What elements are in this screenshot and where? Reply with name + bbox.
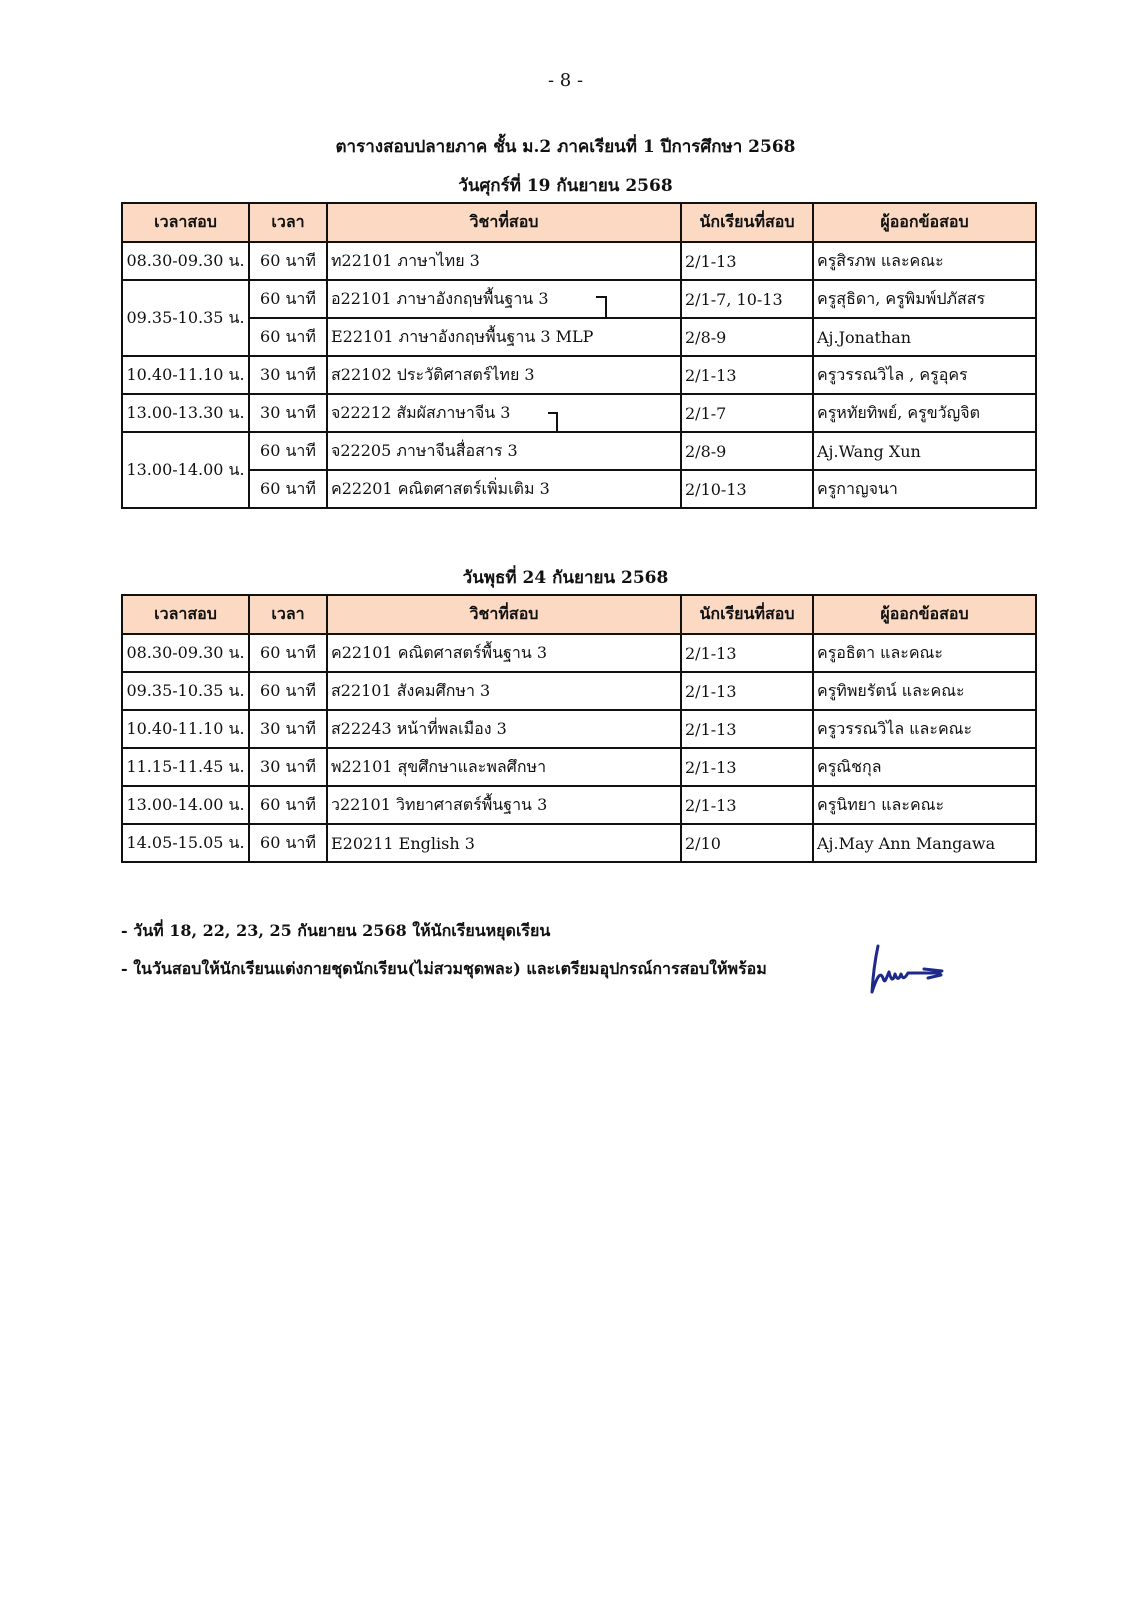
subject <box>327 394 681 432</box>
exam-time: 09.35-10.35 น. <box>122 280 249 356</box>
duration: 60 นาที <box>249 786 327 824</box>
subject: E20211 English 3 <box>327 824 681 862</box>
table-row <box>122 672 1036 710</box>
examiner: ครูทิพยรัตน์ และคณะ <box>813 672 1036 710</box>
duration: 60 นาที <box>249 470 327 508</box>
table-row <box>122 786 1036 824</box>
header-students: นักเรียนที่สอบ <box>681 203 813 242</box>
subject-text: อ22101 ภาษาอังกฤษพื้นฐาน 3 <box>331 288 549 308</box>
day2-title: วันพุธที่ 24 กันยายน 2568 <box>462 568 669 588</box>
subject-text: จ22212 สัมผัสภาษาจีน 3 <box>331 402 511 422</box>
exam-time: 10.40-11.10 น. <box>122 356 249 394</box>
header-subject: วิชาที่สอบ <box>327 595 681 634</box>
header-subject: วิชาที่สอบ <box>327 203 681 242</box>
duration: 30 นาที <box>249 356 327 394</box>
students: 2/10 <box>681 824 813 862</box>
duration: 60 นาที <box>249 280 327 318</box>
table-row <box>122 824 1036 862</box>
grouping-bracket <box>548 412 558 432</box>
exam-time: 13.00-14.00 น. <box>122 432 249 508</box>
exam-time: 13.00-13.30 น. <box>122 394 249 432</box>
exam-time: 13.00-14.00 น. <box>122 786 249 824</box>
examiner: ครูสุธิดา, ครูพิมพ์ปภัสสร <box>813 280 1036 318</box>
notes <box>121 912 767 988</box>
exam-time: 08.30-09.30 น. <box>122 242 249 280</box>
table-row <box>122 470 1036 508</box>
students: 2/1-13 <box>681 242 813 280</box>
header-exam-time: เวลาสอบ <box>122 203 249 242</box>
students: 2/1-13 <box>681 634 813 672</box>
header-duration: เวลา <box>249 203 327 242</box>
duration: 30 นาที <box>249 394 327 432</box>
note-holiday: - วันที่ 18, 22, 23, 25 กันยายน 2568 ให้นักเรียนหยุดเรียน <box>121 921 551 940</box>
duration: 60 นาที <box>249 318 327 356</box>
subject: ท22101 ภาษาไทย 3 <box>327 242 681 280</box>
subject: พ22101 สุขศึกษาและพลศึกษา <box>327 748 681 786</box>
examiner: Aj.May Ann Mangawa <box>813 824 1036 862</box>
header-examiner: ผู้ออกข้อสอบ <box>813 203 1036 242</box>
table-row <box>122 748 1036 786</box>
subject: E22101 ภาษาอังกฤษพื้นฐาน 3 MLP <box>327 318 681 356</box>
header-examiner: ผู้ออกข้อสอบ <box>813 595 1036 634</box>
page-number: - 8 - <box>547 70 584 91</box>
table-row <box>122 710 1036 748</box>
table-header-row <box>122 595 1036 634</box>
subject: ค22101 คณิตศาสตร์พื้นฐาน 3 <box>327 634 681 672</box>
table-row <box>122 280 1036 318</box>
examiner: ครูณิชกุล <box>813 748 1036 786</box>
duration: 60 นาที <box>249 824 327 862</box>
examiner: ครูสิรภพ และคณะ <box>813 242 1036 280</box>
exam-time: 11.15-11.45 น. <box>122 748 249 786</box>
day1-exam-table <box>121 202 1037 509</box>
subject: จ22205 ภาษาจีนสื่อสาร 3 <box>327 432 681 470</box>
exam-time: 09.35-10.35 น. <box>122 672 249 710</box>
day2-exam-table <box>121 594 1037 863</box>
examiner: ครูวรรณวิไล และคณะ <box>813 710 1036 748</box>
table-row <box>122 356 1036 394</box>
examiner: Aj.Jonathan <box>813 318 1036 356</box>
grouping-bracket <box>596 296 607 318</box>
subject: ส22101 สังคมศึกษา 3 <box>327 672 681 710</box>
table-row <box>122 318 1036 356</box>
duration: 30 นาที <box>249 710 327 748</box>
table-row <box>122 432 1036 470</box>
examiner: ครูนิทยา และคณะ <box>813 786 1036 824</box>
subject: ค22201 คณิตศาสตร์เพิ่มเติม 3 <box>327 470 681 508</box>
examiner: ครูอธิตา และคณะ <box>813 634 1036 672</box>
duration: 30 นาที <box>249 748 327 786</box>
header-students: นักเรียนที่สอบ <box>681 595 813 634</box>
students: 2/1-7, 10-13 <box>681 280 813 318</box>
students: 2/10-13 <box>681 470 813 508</box>
subject <box>327 280 681 318</box>
table-row <box>122 394 1036 432</box>
subject: ส22102 ประวัติศาสตร์ไทย 3 <box>327 356 681 394</box>
subject: ว22101 วิทยาศาสตร์พื้นฐาน 3 <box>327 786 681 824</box>
table-header-row <box>122 203 1036 242</box>
students: 2/1-13 <box>681 672 813 710</box>
duration: 60 นาที <box>249 634 327 672</box>
table-row <box>122 242 1036 280</box>
duration: 60 นาที <box>249 242 327 280</box>
students: 2/1-13 <box>681 748 813 786</box>
table-row <box>122 634 1036 672</box>
exam-time: 10.40-11.10 น. <box>122 710 249 748</box>
subject: ส22243 หน้าที่พลเมือง 3 <box>327 710 681 748</box>
exam-time: 14.05-15.05 น. <box>122 824 249 862</box>
students: 2/8-9 <box>681 432 813 470</box>
examiner: ครูกาญจนา <box>813 470 1036 508</box>
examiner: ครูหทัยทิพย์, ครูขวัญจิต <box>813 394 1036 432</box>
students: 2/8-9 <box>681 318 813 356</box>
examiner: ครูวรรณวิไล , ครูอุคร <box>813 356 1036 394</box>
students: 2/1-13 <box>681 356 813 394</box>
day1-title: วันศุกร์ที่ 19 กันยายน 2568 <box>458 176 673 196</box>
examiner: Aj.Wang Xun <box>813 432 1036 470</box>
page-title: ตารางสอบปลายภาค ชั้น ม.2 ภาคเรียนที่ 1 ปีการศึกษา 2568 <box>335 137 796 157</box>
duration: 60 นาที <box>249 432 327 470</box>
students: 2/1-7 <box>681 394 813 432</box>
exam-time: 08.30-09.30 น. <box>122 634 249 672</box>
header-exam-time: เวลาสอบ <box>122 595 249 634</box>
signature-stroke <box>872 946 942 992</box>
students: 2/1-13 <box>681 710 813 748</box>
header-duration: เวลา <box>249 595 327 634</box>
students: 2/1-13 <box>681 786 813 824</box>
note-dress-code: - ในวันสอบให้นักเรียนแต่งกายชุดนักเรียน(ไม่สวมชุดพละ) และเตรียมอุปกรณ์การสอบให้พร้อม <box>121 959 767 978</box>
signature-mark <box>868 940 948 1000</box>
duration: 60 นาที <box>249 672 327 710</box>
